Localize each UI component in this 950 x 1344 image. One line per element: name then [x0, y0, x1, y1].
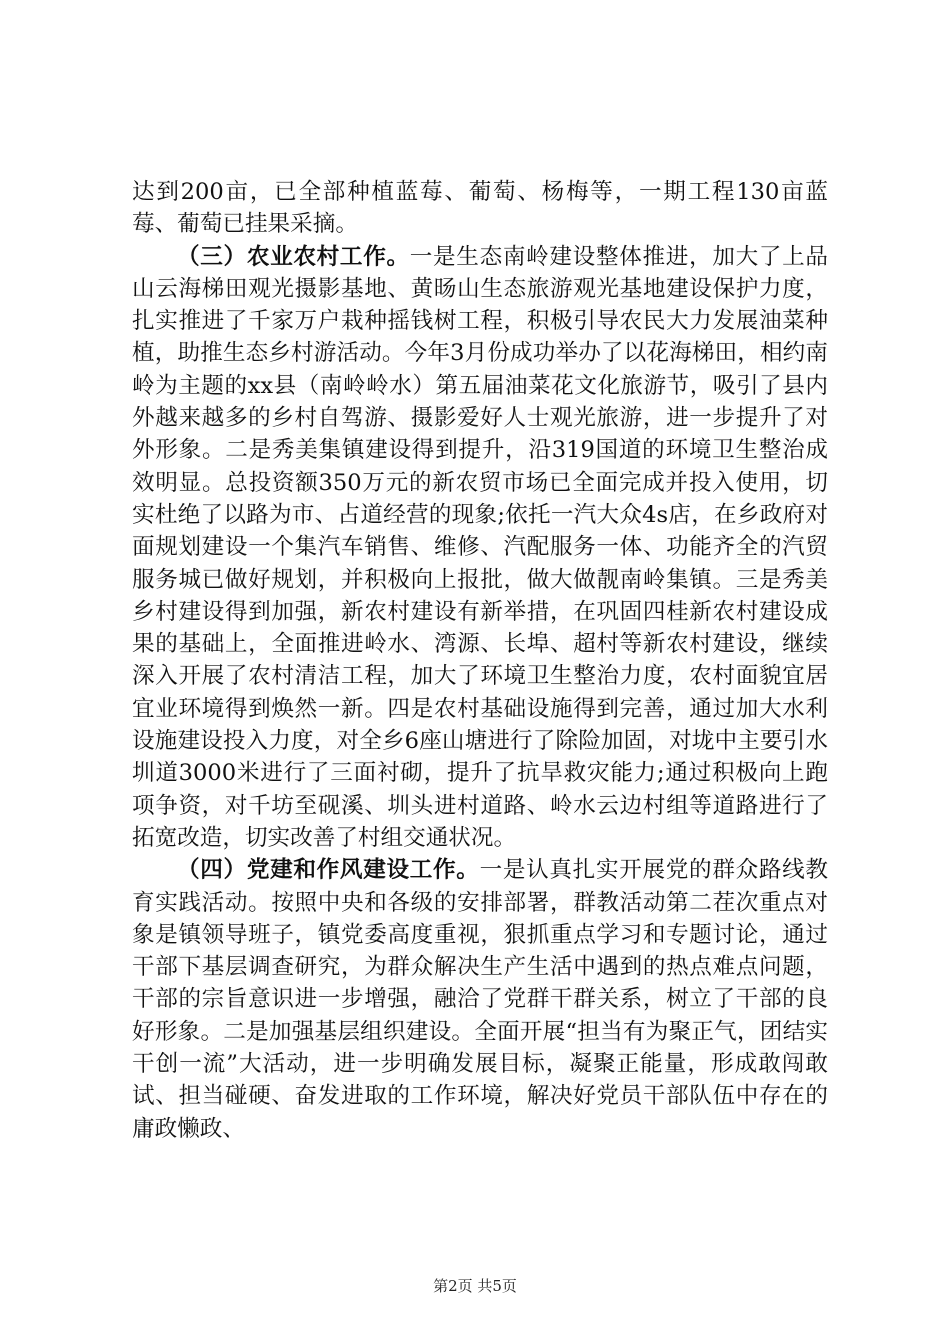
- paragraph-text: 一是生态南岭建设整体推进，加大了上品山云海梯田观光摄影基地、黄旸山生态旅游观光基地建设保护力度，扎实推进了千家万户栽种摇钱树工程，积极引导农民大力发展油菜种植，助推生态乡村游活动。今年3月份成功举办了以花海梯田，相约南岭为主题的xx县（南岭岭水）第五届油菜花文化旅游节，吸引了县内外越来越多的乡村自驾游、摄影爱好人士观光旅游，进一步提升了对外形象。二是秀美集镇建设得到提升，沿319国道的环境卫生整治成效明显。总投资额350万元的新农贸市场已全面完成并投入使用，切实杜绝了以路为市、占道经营的现象;依托一汽大众4s店，在乡政府对面规划建设一个集汽车销售、维修、汽配服务一体、功能齐全的汽贸服务城已做好规划，并积极向上报批，做大做靓南岭集镇。三是秀美乡村建设得到加强，新农村建设有新举措，在巩固四桂新农村建设成果的基础上，全面推进岭水、湾源、长埠、超村等新农村建设，继续深入开展了农村清洁工程，加大了环境卫生整治力度，农村面貌宜居宜业环境得到焕然一新。四是农村基础设施得到完善，通过加大水利设施建设投入力度，对全乡6座山塘进行了除险加固，对垅中主要引水圳道3000米进行了三面衬砌，提升了抗旱救灾能力;通过积极向上跑项争资，对千坊至砚溪、圳头进村道路、岭水云边村组等道路进行了拓宽改造，切实改善了村组交通状况。: [132, 243, 829, 851]
- document-body: [132, 176, 828, 1145]
- page-number-footer: 第2页 共5页: [433, 1277, 517, 1295]
- paragraph-text: 达到200亩，已全部种植蓝莓、葡萄、杨梅等，一期工程130亩蓝莓、葡萄已挂果采摘。: [132, 179, 828, 238]
- section-heading-agriculture: （三）农业农村工作。: [177, 243, 410, 270]
- section-heading-party-building: （四）党建和作风建设工作。: [177, 857, 480, 884]
- paragraph-text: 一是认真扎实开展党的群众路线教育实践活动。按照中央和各级的安排部署，群教活动第二茬次重点对象是镇领导班子，镇党委高度重视，狠抓重点学习和专题讨论，通过干部下基层调查研究，为群众解决生产生活中遇到的热点难点问题，干部的宗旨意识进一步增强，融洽了党群干群关系，树立了干部的良好形象。二是加强基层组织建设。全面开展“担当有为聚正气，团结实干创一流”大活动，进一步明确发展目标，凝聚正能量，形成敢闯敢试、担当碰硬、奋发进取的工作环境，解决好党员干部队伍中存在的庸政懒政、: [132, 857, 829, 1142]
- paragraph-party-building: [132, 854, 828, 1145]
- paragraph-continuation: [132, 176, 828, 241]
- paragraph-agriculture: [132, 241, 828, 855]
